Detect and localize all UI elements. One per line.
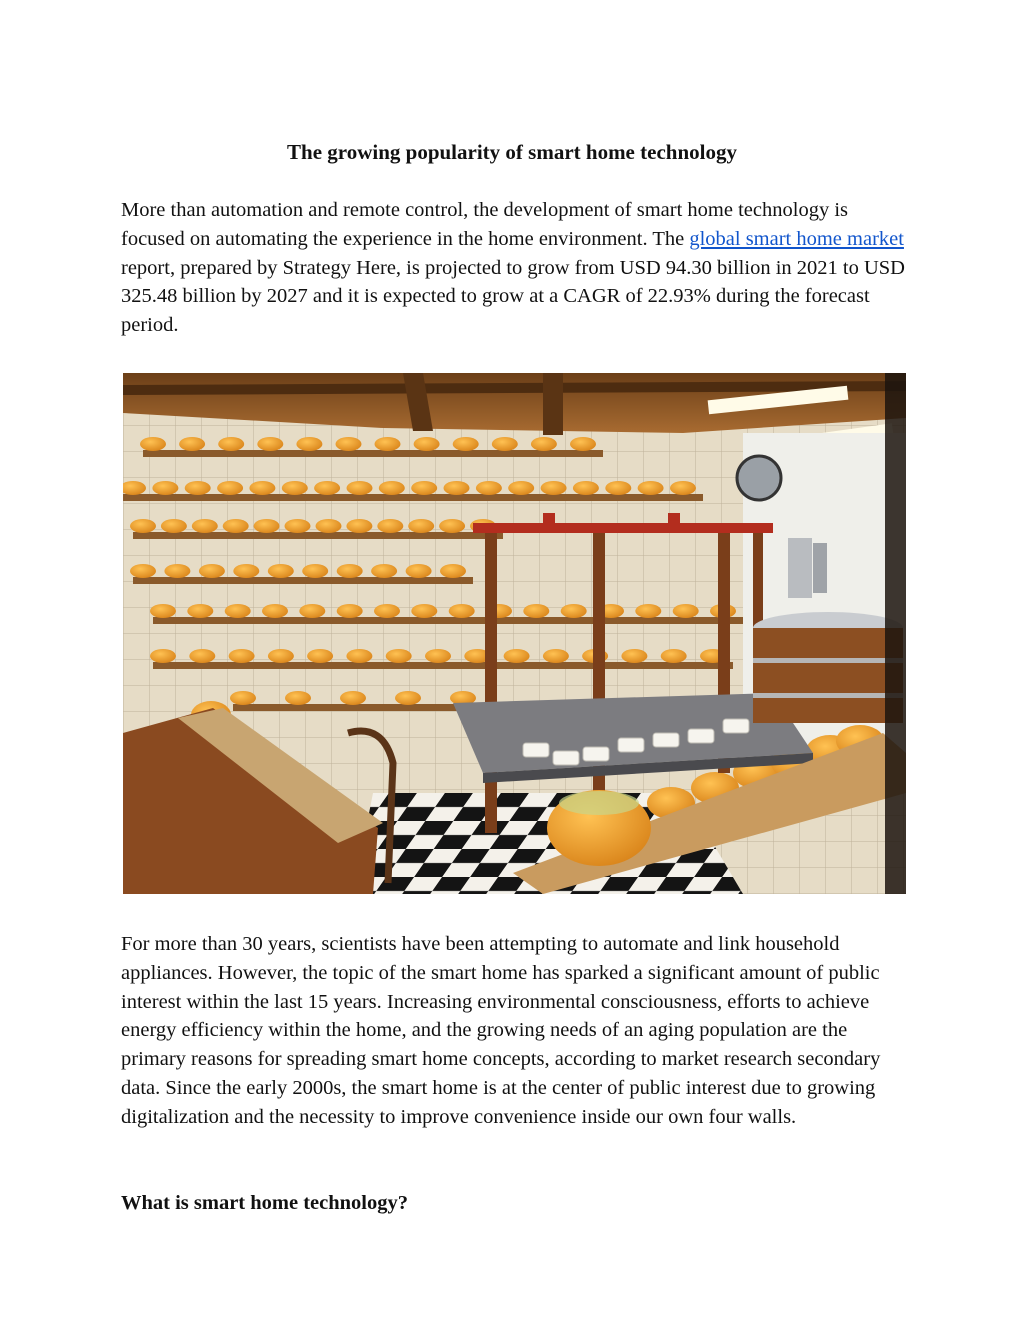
cheese-wheel — [374, 604, 400, 618]
cheese-wheel — [543, 649, 569, 663]
cheese-wheel — [130, 564, 156, 578]
cheese-mold — [523, 743, 549, 757]
cheese-wheel — [336, 437, 362, 451]
cheese-wheel — [408, 519, 434, 533]
page-title: The growing popularity of smart home technology — [287, 140, 737, 164]
cheese-wheel — [192, 519, 218, 533]
cheese-wheel — [152, 481, 178, 495]
cheese-wheel — [377, 519, 403, 533]
cheese-wheel — [439, 519, 465, 533]
cheese-wheel — [199, 564, 225, 578]
cheese-mold — [618, 738, 644, 752]
cheese-wheel — [225, 604, 251, 618]
intro-text-before-link: More than automation and remote control, the development of smart home technology is focused on automating the experience in the home environment. The — [121, 199, 848, 250]
cheese-wheel — [217, 481, 243, 495]
cheese-wheel — [233, 564, 259, 578]
cheese-wheel — [670, 481, 696, 495]
cheese-wheel — [414, 437, 440, 451]
cheese-wheel — [621, 649, 647, 663]
cheese-wheel — [254, 519, 280, 533]
cheese-wheel — [187, 604, 213, 618]
cheese-mold — [553, 751, 579, 765]
cheese-wheel — [425, 649, 451, 663]
cheese-wheel — [337, 604, 363, 618]
cheese-wheel — [453, 437, 479, 451]
cheese-wheel — [179, 437, 205, 451]
cheese-wheel — [185, 481, 211, 495]
cheese-wheel — [249, 481, 275, 495]
cheese-mold — [583, 747, 609, 761]
intro-paragraph — [121, 196, 913, 340]
cheese-wheel — [375, 437, 401, 451]
shelf-board — [133, 532, 503, 539]
cheese-wheel — [285, 519, 311, 533]
cheese-wheel — [638, 481, 664, 495]
cheese-wheel — [531, 437, 557, 451]
cheese-wheel — [150, 649, 176, 663]
cheese-wheel — [230, 691, 256, 705]
cheese-wheel — [673, 604, 699, 618]
cheese-wheel — [299, 604, 325, 618]
shelf-board — [133, 577, 473, 584]
cheese-wheel — [161, 519, 187, 533]
cheese-wheel — [218, 437, 244, 451]
cheese-wheel — [282, 481, 308, 495]
section-heading: What is smart home technology? — [121, 1192, 408, 1214]
cheese-mold — [723, 719, 749, 733]
cheese-wheel — [257, 437, 283, 451]
cheese-wheel — [316, 519, 342, 533]
cheese-wheel — [541, 481, 567, 495]
cheese-wheel — [340, 691, 366, 705]
cheese-wheel — [140, 437, 166, 451]
cheese-wheel — [379, 481, 405, 495]
cheese-wheel — [130, 519, 156, 533]
cheese-wheel — [268, 649, 294, 663]
cheese-wheel — [411, 604, 437, 618]
cheese-wheel — [262, 604, 288, 618]
cheese-wheel — [302, 564, 328, 578]
cheese-wheel — [296, 437, 322, 451]
history-paragraph: For more than 30 years, scientists have been attempting to automate and link household appliances. However, the topic of the smart home has sparked a significant amount of public interest within the last 15 years. Increasing environmental consciousness, efforts to achieve energy efficiency within the home, and the growing needs of an aging population are the primary reasons for spreading smart home concepts, according to market research secondary data. Since the early 2000s, the smart home is at the center of public interest due to growing digitalization and the necessity to improve convenience inside our own four walls. — [121, 933, 881, 1128]
cheese-wheel — [561, 604, 587, 618]
shelf-board — [233, 704, 483, 711]
cheese-wheel — [346, 649, 372, 663]
cheese-wheel — [605, 481, 631, 495]
cheese-wheel — [223, 519, 249, 533]
cheese-wheel — [449, 604, 475, 618]
cheese-wheel — [395, 691, 421, 705]
cheese-wheel — [371, 564, 397, 578]
cheese-wheel — [406, 564, 432, 578]
cheese-wheel — [444, 481, 470, 495]
cheese-wheel — [164, 564, 190, 578]
cheese-wheel — [189, 649, 215, 663]
intro-text-after-link: report, prepared by Strategy Here, is projected to grow from USD 94.30 billion in 2021 to USD 325.48 billion by 2027 and it is expected to grow at a CAGR of 22.93% during the forecast period. — [121, 256, 905, 337]
cheese-wheel — [314, 481, 340, 495]
cheese-wheel — [476, 481, 502, 495]
shelf-board — [153, 662, 733, 669]
shelf-board — [153, 617, 743, 624]
cheese-wheel — [386, 649, 412, 663]
cheese-mold — [653, 733, 679, 747]
cheese-wheel — [268, 564, 294, 578]
market-report-link[interactable]: global smart home market — [689, 227, 904, 250]
cheese-wheel — [347, 481, 373, 495]
cheese-wheel — [504, 649, 530, 663]
cheese-wheel — [523, 604, 549, 618]
cheese-wheel — [229, 649, 255, 663]
cheese-wheel — [440, 564, 466, 578]
cheese-wheel — [411, 481, 437, 495]
cheese-wheel — [635, 604, 661, 618]
cheese-wheel — [661, 649, 687, 663]
cheese-storage-photo — [123, 373, 906, 894]
cheese-wheel — [508, 481, 534, 495]
shelf-board — [123, 494, 703, 501]
cheese-wheel — [150, 604, 176, 618]
cheese-wheel — [285, 691, 311, 705]
cheese-wheel — [307, 649, 333, 663]
cheese-wheel — [337, 564, 363, 578]
cheese-wheel — [492, 437, 518, 451]
cheese-wheel — [573, 481, 599, 495]
cheese-wheel — [570, 437, 596, 451]
cheese-wheel — [346, 519, 372, 533]
cheese-mold — [688, 729, 714, 743]
shelf-board — [143, 450, 603, 457]
